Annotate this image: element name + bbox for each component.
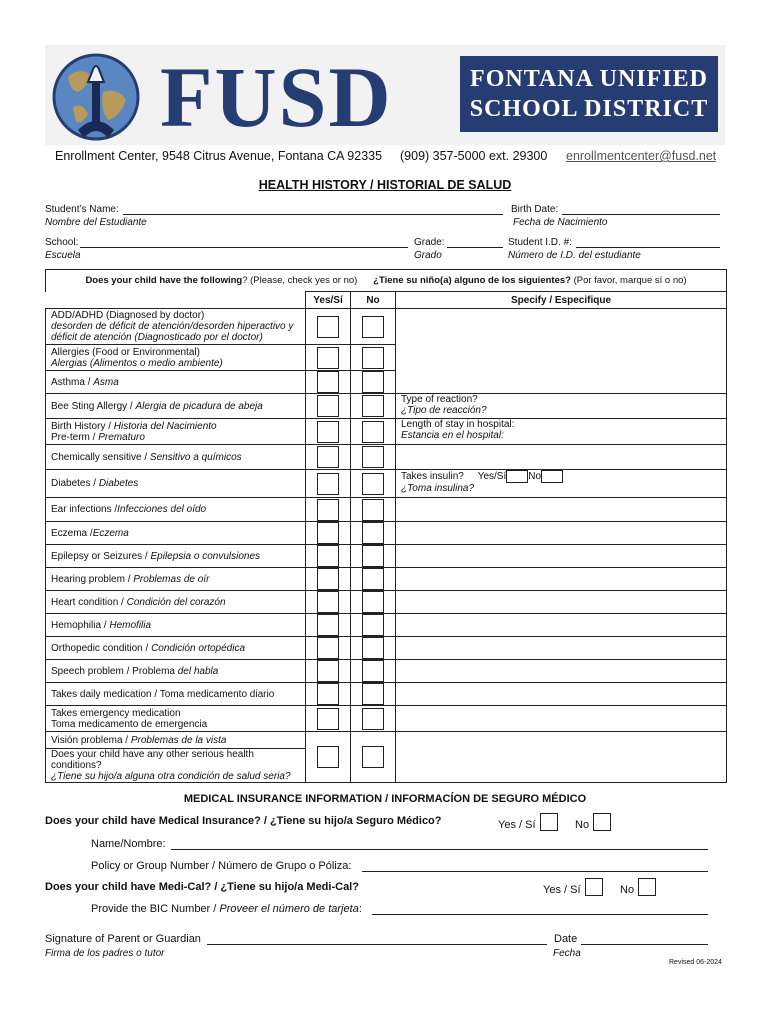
table-row: [46, 419, 727, 445]
yes-checkbox[interactable]: [317, 316, 339, 338]
grade-label-es: Grado: [414, 250, 442, 261]
condition-label: Hemophilia / Hemofilia: [46, 614, 306, 637]
date-label-es: Fecha: [553, 948, 581, 959]
yes-checkbox[interactable]: [317, 614, 339, 636]
bic-label: Provide the BIC Number / Proveer el número de tarjeta:: [91, 903, 362, 915]
condition-label: Eczema /Eczema: [46, 522, 306, 545]
specify-cell[interactable]: [396, 545, 727, 568]
student-name-input[interactable]: [123, 204, 503, 215]
yes-checkbox[interactable]: [317, 746, 339, 768]
condition-label: Heart condition / Condición del corazón: [46, 591, 306, 614]
insurance-question: Does your child have Medical Insurance? / ¿Tiene su hijo/a Seguro Médico?: [45, 815, 442, 827]
medi-cal-yes-label: Yes / Sí: [543, 878, 603, 896]
birth-date-label-es: Fecha de Nacimiento: [513, 217, 608, 228]
no-column-header: No: [351, 292, 396, 309]
table-row: [46, 568, 727, 591]
condition-label: Does your child have any other serious health conditions? ¿Tiene su hijo/a alguna otra condición de salud seria?: [46, 749, 306, 783]
date-input[interactable]: [581, 933, 708, 945]
health-history-table: [45, 269, 727, 783]
condition-label: Ear infections /Infecciones del oído: [46, 498, 306, 522]
insurance-yes-checkbox[interactable]: [540, 813, 558, 831]
condition-label: Hearing problem / Problemas de oír: [46, 568, 306, 591]
condition-label: Birth History / Historia del Nacimiento Pre-term / Prematuro: [46, 419, 306, 445]
yes-checkbox[interactable]: [317, 395, 339, 417]
student-name-label: Student’s Name:: [45, 204, 119, 215]
grade-input[interactable]: [447, 237, 503, 248]
condition-label: Takes daily medication / Toma medicamento diario: [46, 683, 306, 706]
no-checkbox[interactable]: [362, 568, 384, 590]
condition-label: Chemically sensitive / Sensitivo a químicos: [46, 445, 306, 470]
insurance-heading: MEDICAL INSURANCE INFORMATION / INFORMACÍON DE SEGURO MÉDICO: [183, 793, 587, 805]
condition-label: Orthopedic condition / Condición ortopédica: [46, 637, 306, 660]
medi-cal-no-checkbox[interactable]: [638, 878, 656, 896]
yes-checkbox[interactable]: [317, 637, 339, 659]
grade-label: Grade:: [414, 237, 445, 248]
no-checkbox[interactable]: [362, 637, 384, 659]
yes-checkbox[interactable]: [317, 421, 339, 443]
no-checkbox[interactable]: [362, 395, 384, 417]
no-checkbox[interactable]: [362, 316, 384, 338]
yes-checkbox[interactable]: [317, 473, 339, 495]
no-checkbox[interactable]: [362, 591, 384, 613]
signature-label: Signature of Parent or Guardian: [45, 933, 201, 945]
student-id-input[interactable]: [576, 237, 720, 248]
condition-label: Bee Sting Allergy / Alergia de picadura de abeja: [46, 394, 306, 419]
yes-checkbox[interactable]: [317, 568, 339, 590]
student-name-label-es: Nombre del Estudiante: [45, 217, 147, 228]
no-checkbox[interactable]: [362, 473, 384, 495]
table-question: Does your child have the following? (Please, check yes or no) ¿Tiene su niño(a) alguno de los siguientes? (Por favor, marque sí o no): [46, 270, 727, 292]
no-checkbox[interactable]: [362, 708, 384, 730]
medi-cal-no-label: No: [620, 878, 656, 896]
table-row: [46, 309, 727, 345]
table-row: [46, 445, 727, 470]
insurance-no-checkbox[interactable]: [593, 813, 611, 831]
district-line-1: FONTANA UNIFIED: [470, 66, 708, 92]
no-checkbox[interactable]: [362, 522, 384, 544]
table-row: [46, 683, 727, 706]
table-row: [46, 545, 727, 568]
insulin-yes-checkbox[interactable]: [506, 470, 528, 483]
bic-input[interactable]: [372, 903, 708, 915]
table-row: [46, 394, 727, 419]
no-checkbox[interactable]: [362, 499, 384, 521]
table-row: [46, 522, 727, 545]
no-checkbox[interactable]: [362, 746, 384, 768]
student-id-label: Student I.D. #:: [508, 237, 572, 248]
school-input[interactable]: [80, 237, 408, 248]
district-line-2: SCHOOL DISTRICT: [469, 96, 709, 122]
yes-checkbox[interactable]: [317, 708, 339, 730]
specify-cell[interactable]: [396, 522, 727, 545]
specify-cell[interactable]: Takes insulin? Yes/Sí No ¿Toma insulina?: [396, 470, 727, 498]
school-label-es: Escuela: [45, 250, 81, 261]
yes-checkbox[interactable]: [317, 347, 339, 369]
yes-column-header: Yes/Sí: [306, 292, 351, 309]
phone: (909) 357-5000 ext. 29300: [400, 149, 548, 163]
specify-cell[interactable]: [396, 732, 727, 783]
no-checkbox[interactable]: [362, 545, 384, 567]
table-row: [46, 706, 727, 732]
specify-cell[interactable]: [396, 637, 727, 660]
specify-column-header: Specify / Especifique: [396, 292, 727, 309]
specify-cell[interactable]: [396, 660, 727, 683]
birth-date-input[interactable]: [562, 204, 720, 215]
yes-checkbox[interactable]: [317, 371, 339, 393]
yes-checkbox[interactable]: [317, 499, 339, 521]
medi-cal-yes-checkbox[interactable]: [585, 878, 603, 896]
blank-header: [46, 292, 306, 309]
specify-cell[interactable]: [396, 706, 727, 732]
specify-cell[interactable]: [396, 683, 727, 706]
condition-label: Epilepsy or Seizures / Epilepsia o convulsiones: [46, 545, 306, 568]
table-row: [46, 637, 727, 660]
student-id-label-es: Número de I.D. del estudiante: [508, 250, 641, 261]
school-label: School:: [45, 237, 79, 248]
condition-label: Takes emergency medication Toma medicamento de emergencia: [46, 706, 306, 732]
insurance-name-label: Name/Nombre:: [91, 838, 166, 850]
yes-checkbox[interactable]: [317, 683, 339, 705]
table-row: [46, 614, 727, 637]
condition-label: Asthma / Asma: [46, 371, 306, 394]
condition-label: Diabetes / Diabetes: [46, 470, 306, 498]
condition-label: Allergies (Food or Environmental) Alergias (Alimentos o medio ambiente): [46, 345, 306, 371]
yes-checkbox[interactable]: [317, 591, 339, 613]
signature-label-es: Firma de los padres o tutor: [45, 948, 165, 959]
no-checkbox[interactable]: [362, 371, 384, 393]
address: Enrollment Center, 9548 Citrus Avenue, Fontana CA 92335: [55, 149, 383, 163]
table-row: [46, 591, 727, 614]
yes-checkbox[interactable]: [317, 446, 339, 468]
specify-cell[interactable]: [396, 498, 727, 522]
no-checkbox[interactable]: [362, 446, 384, 468]
yes-checkbox[interactable]: [317, 660, 339, 682]
logo-text: FUSD: [160, 49, 393, 145]
table-row: [46, 732, 727, 749]
district-name-box: [460, 56, 718, 132]
specify-cell[interactable]: Type of reaction? ¿Tipo de reacción?: [396, 394, 727, 419]
signature-input[interactable]: [207, 933, 547, 945]
specify-cell[interactable]: [396, 568, 727, 591]
date-label: Date: [554, 933, 578, 945]
no-checkbox[interactable]: [362, 614, 384, 636]
yes-checkbox[interactable]: [317, 545, 339, 567]
policy-number-label: Policy or Group Number / Número de Grupo o Póliza:: [91, 860, 352, 872]
specify-cell[interactable]: [396, 591, 727, 614]
yes-checkbox[interactable]: [317, 522, 339, 544]
specify-cell[interactable]: Length of stay in hospital: Estancia en el hospital:: [396, 419, 727, 445]
condition-label: Speech problem / Problema del habla: [46, 660, 306, 683]
table-row: [46, 470, 727, 498]
no-checkbox[interactable]: [362, 660, 384, 682]
no-checkbox[interactable]: [362, 683, 384, 705]
table-row: [46, 498, 727, 522]
policy-number-input[interactable]: [362, 860, 708, 872]
insurance-yes-label: Yes / Sí: [498, 813, 558, 831]
specify-cell[interactable]: [396, 309, 727, 394]
specify-cell[interactable]: [396, 445, 727, 470]
condition-label: Visión problema / Problemas de la vista: [46, 732, 306, 749]
insurance-name-input[interactable]: [171, 838, 708, 850]
table-row: [46, 660, 727, 683]
no-checkbox[interactable]: [362, 347, 384, 369]
globe-torch-logo-icon: [48, 52, 144, 142]
medi-cal-question: Does your child have Medi-Cal? / ¿Tiene su hijo/a Medi-Cal?: [45, 881, 359, 893]
birth-date-label: Birth Date:: [511, 204, 559, 215]
email-link[interactable]: enrollmentcenter@fusd.net: [566, 149, 717, 163]
no-checkbox[interactable]: [362, 421, 384, 443]
insurance-no-label: No: [575, 813, 611, 831]
revision-note: Revised 06-2024: [669, 959, 722, 966]
condition-label: ADD/ADHD (Diagnosed by doctor) desorden de déficit de atención/desorden hiperactivo y déficit de atención (Diagnosticado por el doctor): [46, 309, 306, 345]
page-title: HEALTH HISTORY / HISTORIAL DE SALUD: [258, 178, 512, 192]
insulin-no-checkbox[interactable]: [541, 470, 563, 483]
specify-cell[interactable]: [396, 614, 727, 637]
